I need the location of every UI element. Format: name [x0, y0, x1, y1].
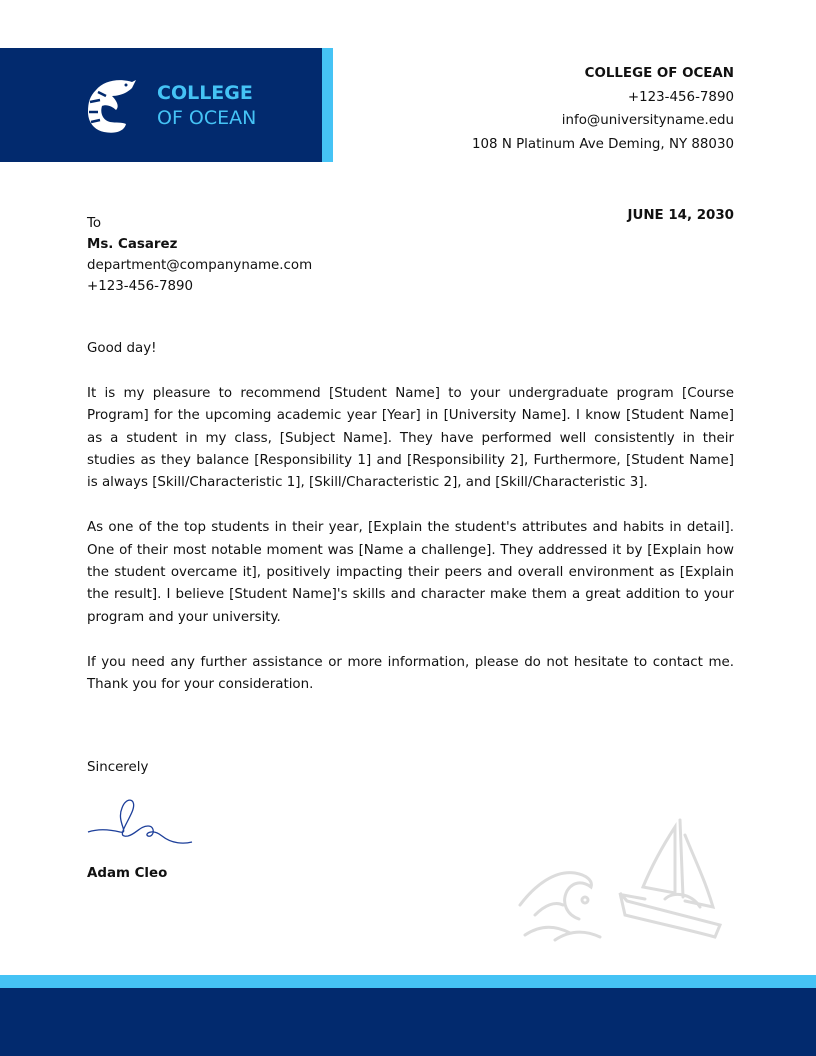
- logo-line-2: OF OCEAN: [157, 107, 257, 129]
- sign-off: Sincerely: [87, 760, 149, 775]
- logo-wordmark: [157, 81, 256, 131]
- shrimp-logo-icon: [86, 76, 138, 134]
- sender-org-name: COLLEGE OF OCEAN: [584, 66, 734, 81]
- logo-line-1: COLLEGE: [157, 82, 253, 104]
- sender-contact: [472, 62, 734, 156]
- footer-banner: [0, 988, 816, 1056]
- body-paragraph: If you need any further assistance or more information, please do not hesitate to contact me. Thank you for your consideration.: [87, 654, 734, 693]
- letter-body: [87, 338, 734, 719]
- sender-phone: +123-456-7890: [627, 89, 734, 105]
- wave-sailboat-illustration: [515, 815, 725, 945]
- sender-address: 108 N Platinum Ave Deming, NY 88030: [472, 136, 734, 152]
- body-paragraph: As one of the top students in their year, [Explain the student's attributes and habits in detail]. One of their most notable moment was [Name a challenge]. They addressed it by [Explain how the student overcame it], positively impacting their peers and overall environment as [Explain the result]. I believe [Student Name]'s skills and character make them a great addition to your program and your university.: [87, 520, 734, 625]
- recipient-email: department@companyname.com: [87, 258, 313, 273]
- recipient-name: Ms. Casarez: [87, 237, 178, 252]
- header-accent-stripe: [322, 48, 333, 162]
- signer-name: Adam Cleo: [87, 866, 168, 881]
- to-label: To: [87, 216, 102, 231]
- footer-accent-stripe: [0, 975, 816, 988]
- recipient-phone: +123-456-7890: [87, 279, 194, 294]
- recipient-block: [87, 213, 312, 297]
- greeting: Good day!: [87, 341, 157, 356]
- sender-email: info@universityname.edu: [561, 113, 734, 128]
- signature-image: [86, 792, 196, 852]
- body-paragraph: It is my pleasure to recommend [Student Name] to your undergraduate program [Course Program] for the upcoming academic year [Year] in [University Name]. I know [Student Name] as a student in my class, [Subject Name]. They have performed well consistently in their studies as they balance [Responsibility 1] and [Responsibility 2], Furthermore, [Student Name] is always [Skill/Characteristic 1], [Skill/Characteristic 2], and [Skill/Characteristic 3].: [87, 385, 734, 491]
- letter-date: JUNE 14, 2030: [627, 208, 734, 223]
